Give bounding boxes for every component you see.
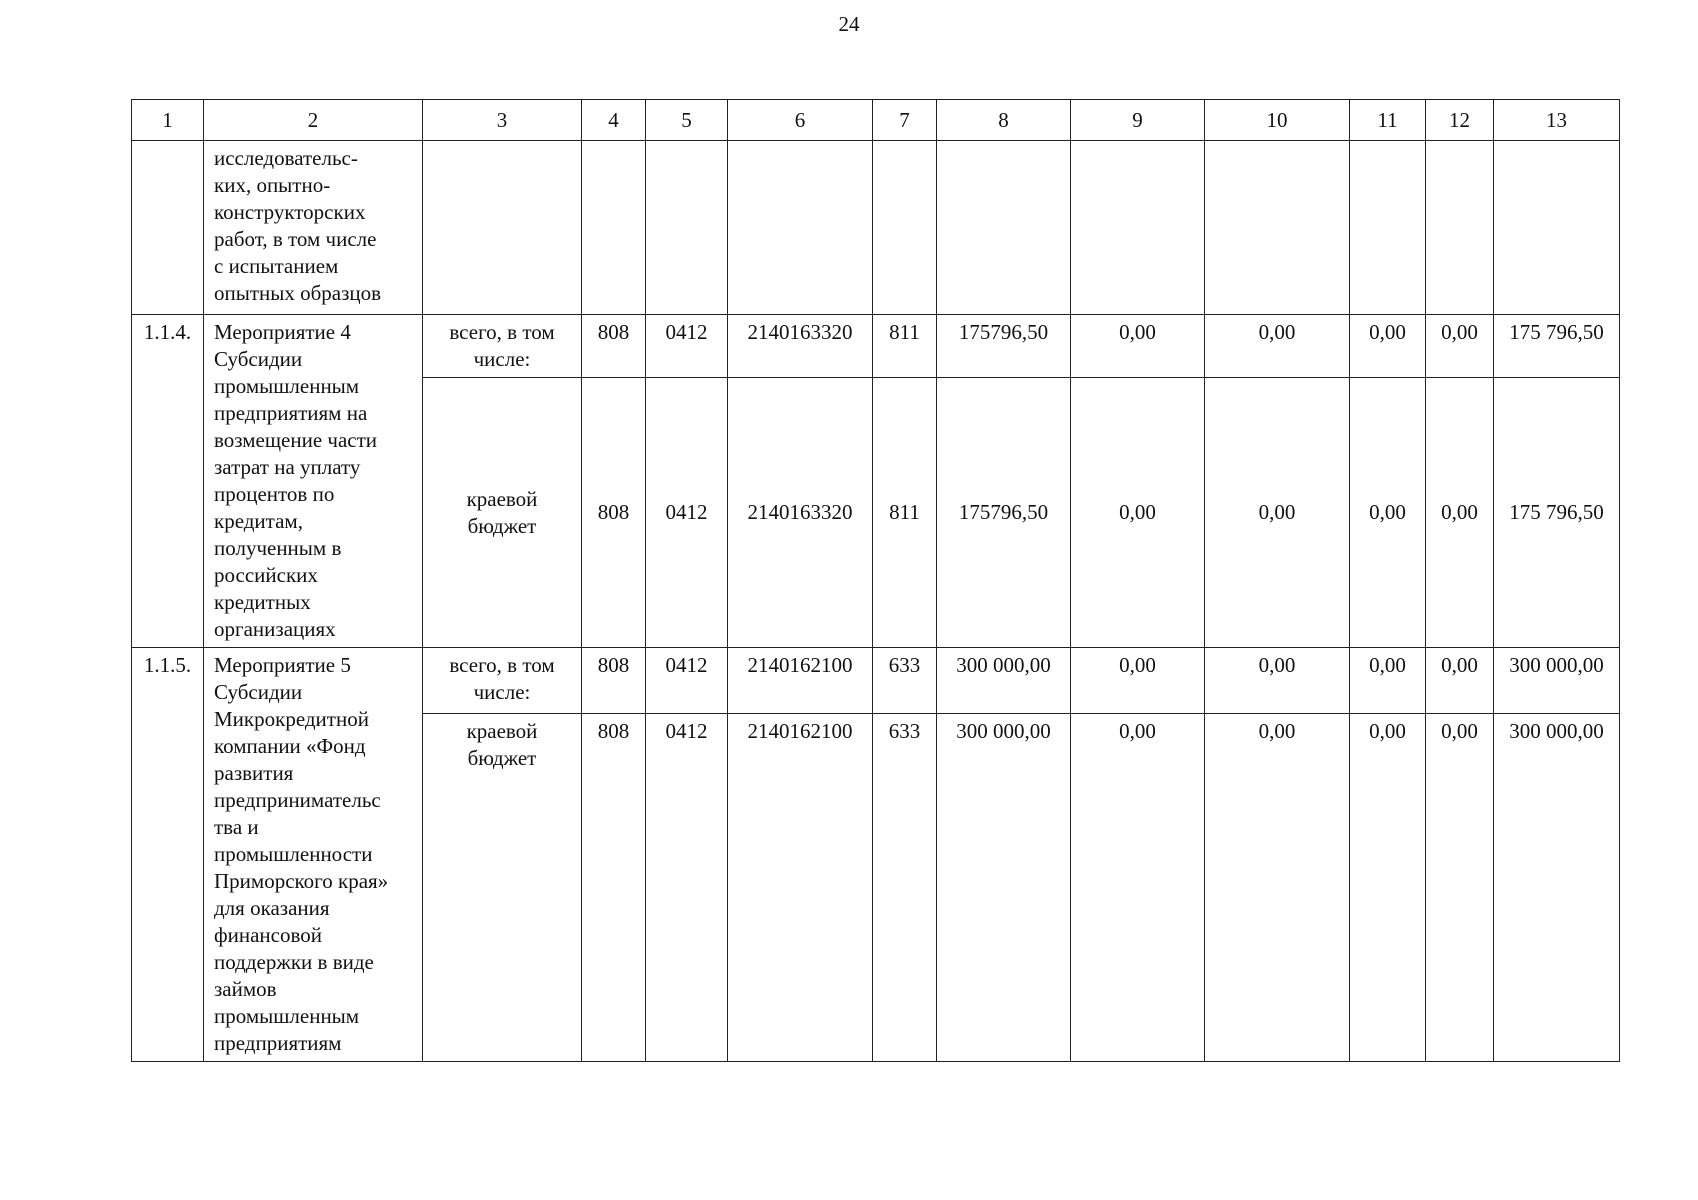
table-cell: 0,00 (1350, 315, 1426, 378)
table-cell: 0,00 (1205, 378, 1350, 648)
column-header: 6 (728, 100, 873, 141)
table-cell (1071, 141, 1205, 315)
table-cell (582, 141, 646, 315)
table-cell (423, 141, 582, 315)
table-row (132, 141, 1620, 315)
table-cell (646, 141, 728, 315)
table-cell: 0,00 (1426, 378, 1494, 648)
table-cell: 0,00 (1350, 378, 1426, 648)
budget-table (131, 99, 1620, 1062)
table-cell: 808 (582, 648, 646, 714)
table-cell: 0412 (646, 648, 728, 714)
funding-source: краевой бюджет (423, 714, 582, 1062)
table-cell: 2140162100 (728, 714, 873, 1062)
table-cell: 0,00 (1071, 378, 1205, 648)
table-row (132, 315, 1620, 378)
table-cell: 811 (873, 378, 937, 648)
header-row (132, 100, 1620, 141)
funding-source: всего, в том числе: (423, 648, 582, 714)
column-header: 7 (873, 100, 937, 141)
column-header: 3 (423, 100, 582, 141)
table-cell: 300 000,00 (1494, 714, 1620, 1062)
table-cell (1426, 141, 1494, 315)
table-cell: 300 000,00 (937, 714, 1071, 1062)
table-cell: 633 (873, 648, 937, 714)
table-cell: 2140163320 (728, 378, 873, 648)
table-cell: 0,00 (1071, 648, 1205, 714)
measure-description: Мероприятие 5 Субсидии Микрокредитной компании «Фонд развития предпринимательс тва и промышленности Приморского края» для оказания финансовой поддержки в виде займов промышленным предприятиям (204, 648, 423, 1062)
column-header: 10 (1205, 100, 1350, 141)
column-header: 8 (937, 100, 1071, 141)
column-header: 4 (582, 100, 646, 141)
table-cell: 175 796,50 (1494, 315, 1620, 378)
table-row (132, 648, 1620, 714)
funding-source: всего, в том числе: (423, 315, 582, 378)
table-cell: 175796,50 (937, 378, 1071, 648)
measure-number: 1.1.4. (132, 315, 204, 648)
column-header: 9 (1071, 100, 1205, 141)
table-cell: 808 (582, 315, 646, 378)
table-cell: 0,00 (1071, 714, 1205, 1062)
table-cell: 0,00 (1426, 714, 1494, 1062)
table-cell: 808 (582, 378, 646, 648)
table-cell (132, 141, 204, 315)
table-cell: 300 000,00 (937, 648, 1071, 714)
column-header: 5 (646, 100, 728, 141)
table-cell: 0412 (646, 378, 728, 648)
table-cell: 0,00 (1205, 714, 1350, 1062)
measure-description: исследовательс- ких, опытно- конструкторских работ, в том числе с испытанием опытных образцов (204, 141, 423, 315)
table-cell: 0,00 (1350, 648, 1426, 714)
table-cell: 0,00 (1071, 315, 1205, 378)
measure-number: 1.1.5. (132, 648, 204, 1062)
table-cell (1494, 141, 1620, 315)
measure-description: Мероприятие 4 Субсидии промышленным предприятиям на возмещение части затрат на уплату процентов по кредитам, полученным в российских кредитных организациях (204, 315, 423, 648)
table-cell (728, 141, 873, 315)
table-cell: 0,00 (1426, 648, 1494, 714)
page-number: 24 (838, 12, 860, 36)
funding-source: краевой бюджет (423, 378, 582, 648)
column-header: 12 (1426, 100, 1494, 141)
table-cell: 0,00 (1426, 315, 1494, 378)
table-cell: 0,00 (1350, 714, 1426, 1062)
table-cell: 633 (873, 714, 937, 1062)
table-cell: 300 000,00 (1494, 648, 1620, 714)
column-header: 2 (204, 100, 423, 141)
table-cell: 0,00 (1205, 648, 1350, 714)
table-cell: 175 796,50 (1494, 378, 1620, 648)
table-cell (1350, 141, 1426, 315)
table-cell: 0412 (646, 315, 728, 378)
column-header: 1 (132, 100, 204, 141)
table-cell: 0412 (646, 714, 728, 1062)
table-cell: 175796,50 (937, 315, 1071, 378)
table-cell (1205, 141, 1350, 315)
table-cell (873, 141, 937, 315)
table-cell: 811 (873, 315, 937, 378)
column-header: 11 (1350, 100, 1426, 141)
column-header: 13 (1494, 100, 1620, 141)
table-cell: 2140162100 (728, 648, 873, 714)
table-cell (937, 141, 1071, 315)
table-cell: 2140163320 (728, 315, 873, 378)
table-cell: 0,00 (1205, 315, 1350, 378)
table-cell: 808 (582, 714, 646, 1062)
